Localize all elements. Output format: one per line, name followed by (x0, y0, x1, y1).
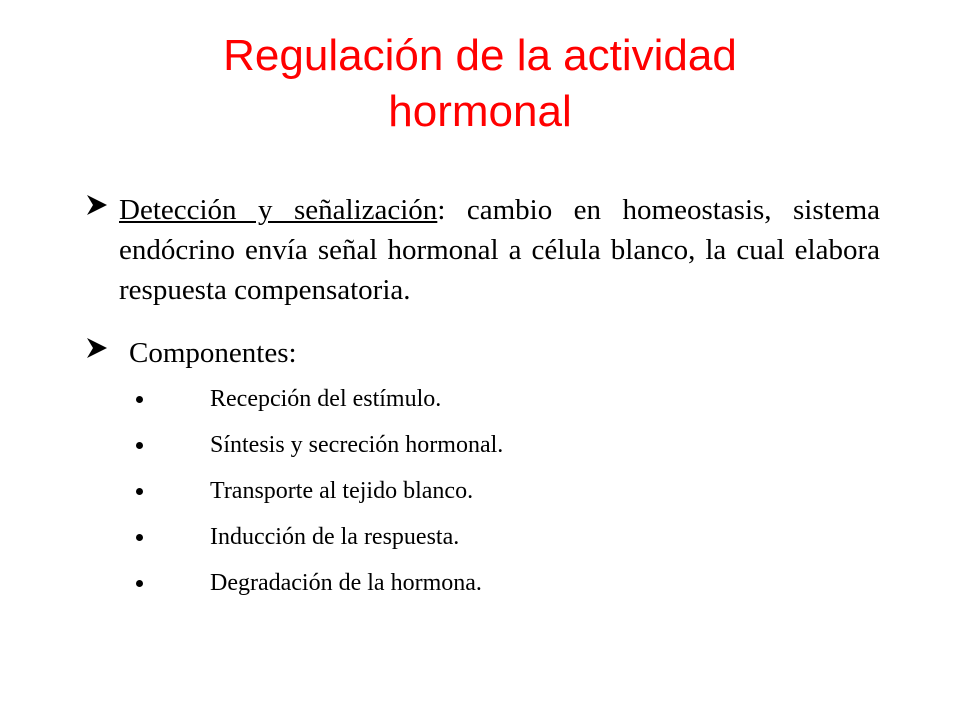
dot-bullet-icon (136, 534, 143, 541)
arrow-bullet-icon (84, 192, 110, 218)
bullet-detection-text (119, 190, 880, 310)
bullet-detection-lead: Detección y señalización (119, 194, 438, 226)
list-item (130, 428, 830, 474)
list-item (130, 520, 830, 566)
components-list (130, 382, 830, 612)
bullet-components (84, 333, 880, 377)
bullet-components-text: Componentes: (129, 337, 297, 369)
list-item-label: Recepción del estímulo. (210, 386, 442, 412)
list-item (130, 382, 830, 428)
slide-title-line-2: hormonal (388, 87, 572, 136)
list-item-label: Inducción de la respuesta. (210, 524, 460, 550)
list-item-label: Transporte al tejido blanco. (210, 478, 474, 504)
dot-bullet-icon (136, 580, 143, 587)
list-item-label: Síntesis y secreción hormonal. (210, 432, 504, 458)
bullet-detection (84, 190, 880, 320)
slide-title (80, 28, 880, 140)
arrow-bullet-icon (84, 335, 110, 361)
list-item-label: Degradación de la hormona. (210, 570, 482, 596)
dot-bullet-icon (136, 442, 143, 449)
slide-title-line-1: Regulación de la actividad (223, 31, 737, 80)
bullet-detection-body: : cambio en homeostasis, sistema endócrino envía señal hormonal a célula blanco, la cual elabora respuesta compensatoria. (119, 194, 881, 306)
dot-bullet-icon (136, 488, 143, 495)
list-item (130, 566, 830, 612)
list-item (130, 474, 830, 520)
dot-bullet-icon (136, 396, 143, 403)
